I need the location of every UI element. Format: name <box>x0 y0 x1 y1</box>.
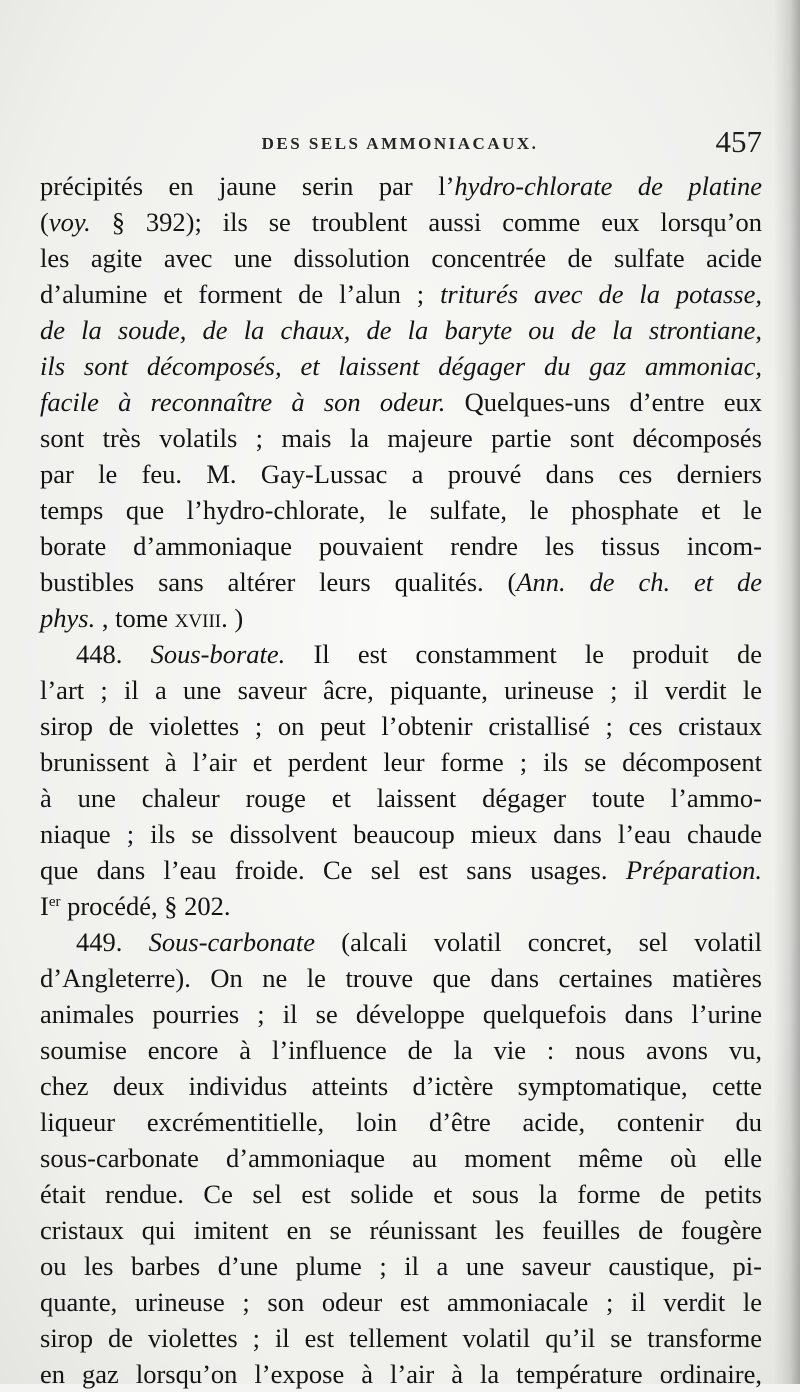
text-line <box>40 1284 762 1320</box>
text-run: ( <box>40 207 49 237</box>
text-line <box>40 852 762 888</box>
text-run: à une chaleur rouge et laissent dégager toute l’ammo- <box>40 783 762 813</box>
running-head <box>38 124 762 174</box>
text-run: soumise encore à l’influence de la vie : nous avons vu, <box>40 1035 762 1065</box>
text-run: , tome <box>95 603 175 633</box>
text-line <box>40 348 762 384</box>
text-line <box>40 456 762 492</box>
italic-text-run: hydro-chlorate de platine <box>454 171 762 201</box>
text-line <box>40 672 762 708</box>
text-run: I <box>40 891 49 921</box>
text-line <box>40 816 762 852</box>
italic-text-run: Sous-carbonate <box>148 927 315 957</box>
text-run: ou les barbes d’une plume ; il a une saveur caustique, pi- <box>40 1251 762 1281</box>
text-run: animales pourries ; il se développe quelquefois dans l’urine <box>40 999 762 1029</box>
text-run: les agite avec une dissolution concentrée de sulfate acide <box>40 243 762 273</box>
text-run: brunissent à l’air et perdent leur forme ; ils se décomposent <box>40 747 762 777</box>
italic-text-run: voy. <box>48 207 91 237</box>
text-line <box>40 492 762 528</box>
italic-text-run: triturés avec de la potasse, <box>440 279 762 309</box>
page-number: 457 <box>715 124 762 159</box>
text-run: que dans l’eau froide. Ce sel est sans usages. <box>40 855 626 885</box>
text-run: er <box>48 894 61 910</box>
italic-text-run: Préparation. <box>625 855 762 885</box>
text-run: sirop de violettes ; on peut l’obtenir cristallisé ; ces cristaux <box>40 711 762 741</box>
text-line <box>40 600 762 636</box>
text-run: l’art ; il a une saveur âcre, piquante, urineuse ; il verdit le <box>40 675 762 705</box>
text-line <box>40 1212 762 1248</box>
text-run: était rendue. Ce sel est solide et sous la forme de petits <box>40 1179 762 1209</box>
text-line <box>40 312 762 348</box>
text-run: . ) <box>221 603 244 633</box>
text-line <box>40 420 762 456</box>
body-text <box>40 168 762 1392</box>
text-line <box>40 1176 762 1212</box>
text-line <box>40 960 762 996</box>
italic-text-run: ils sont décomposés, et laissent dégager du gaz ammoniac, <box>40 351 762 381</box>
text-run: 448. <box>76 639 151 669</box>
text-line <box>40 996 762 1032</box>
text-line <box>40 528 762 564</box>
text-run: Quelques-uns d’entre eux <box>445 387 763 417</box>
text-line <box>40 1320 762 1356</box>
text-line <box>40 276 762 312</box>
text-run: chez deux individus atteints d’ictère symptomatique, cette <box>40 1071 762 1101</box>
text-run: (alcali volatil concret, sel volatil <box>315 927 762 957</box>
text-line <box>40 1248 762 1284</box>
text-line <box>40 924 762 960</box>
text-line <box>40 1356 762 1392</box>
text-line <box>40 1068 762 1104</box>
italic-text-run: Sous-borate. <box>150 639 286 669</box>
text-run: bustibles sans altérer leurs qualités. ( <box>40 567 517 597</box>
text-line <box>40 564 762 600</box>
text-line <box>40 1104 762 1140</box>
text-line <box>40 888 762 924</box>
text-run: xviii <box>174 603 222 633</box>
text-line <box>40 1140 762 1176</box>
text-run: en gaz lorsqu’on l’expose à l’air à la température ordinaire, <box>40 1359 762 1389</box>
text-line <box>40 744 762 780</box>
text-line <box>40 384 762 420</box>
text-run: borate d’ammoniaque pouvaient rendre les tissus incom- <box>40 531 762 561</box>
running-title: DES SELS AMMONIACAUX. <box>261 134 539 153</box>
text-line <box>40 1032 762 1068</box>
italic-text-run: de la soude, de la chaux, de la baryte ou de la strontiane, <box>40 315 762 345</box>
text-run: sous-carbonate d’ammoniaque au moment même où elle <box>40 1143 762 1173</box>
italic-text-run: phys. <box>40 603 96 633</box>
text-run: procédé, § 202. <box>60 891 231 921</box>
text-line <box>40 240 762 276</box>
text-run: temps que l’hydro-chlorate, le sulfate, le phosphate et le <box>40 495 762 525</box>
text-line <box>40 780 762 816</box>
italic-text-run: Ann. de ch. et de <box>516 567 762 597</box>
text-line <box>40 168 762 204</box>
text-run: cristaux qui imitent en se réunissant les feuilles de fougère <box>40 1215 762 1245</box>
text-run: par le feu. M. Gay-Lussac a prouvé dans ces derniers <box>40 459 762 489</box>
text-run: niaque ; ils se dissolvent beaucoup mieux dans l’eau chaude <box>40 819 762 849</box>
text-run: sont très volatils ; mais la majeure partie sont décomposés <box>40 423 762 453</box>
italic-text-run: facile à reconnaître à son odeur. <box>40 387 446 417</box>
text-run: d’alumine et forment de l’alun ; <box>40 279 441 309</box>
text-run: § 392); ils se troublent aussi comme eux lorsqu’on <box>90 207 762 237</box>
text-line <box>40 636 762 672</box>
text-line <box>40 708 762 744</box>
text-run: précipités en jaune serin par l’ <box>40 171 455 201</box>
text-line <box>40 204 762 240</box>
text-run: liqueur excrémentitielle, loin d’être acide, contenir du <box>40 1107 762 1137</box>
text-run: d’Angleterre). On ne le trouve que dans certaines matières <box>40 963 762 993</box>
text-run: 449. <box>76 927 149 957</box>
page-gutter-shadow <box>774 0 800 1384</box>
text-run: Il est constamment le produit de <box>285 639 762 669</box>
text-run: sirop de violettes ; il est tellement volatil qu’il se transforme <box>40 1323 762 1353</box>
text-run: quante, urineuse ; son odeur est ammoniacale ; il verdit le <box>40 1287 762 1317</box>
